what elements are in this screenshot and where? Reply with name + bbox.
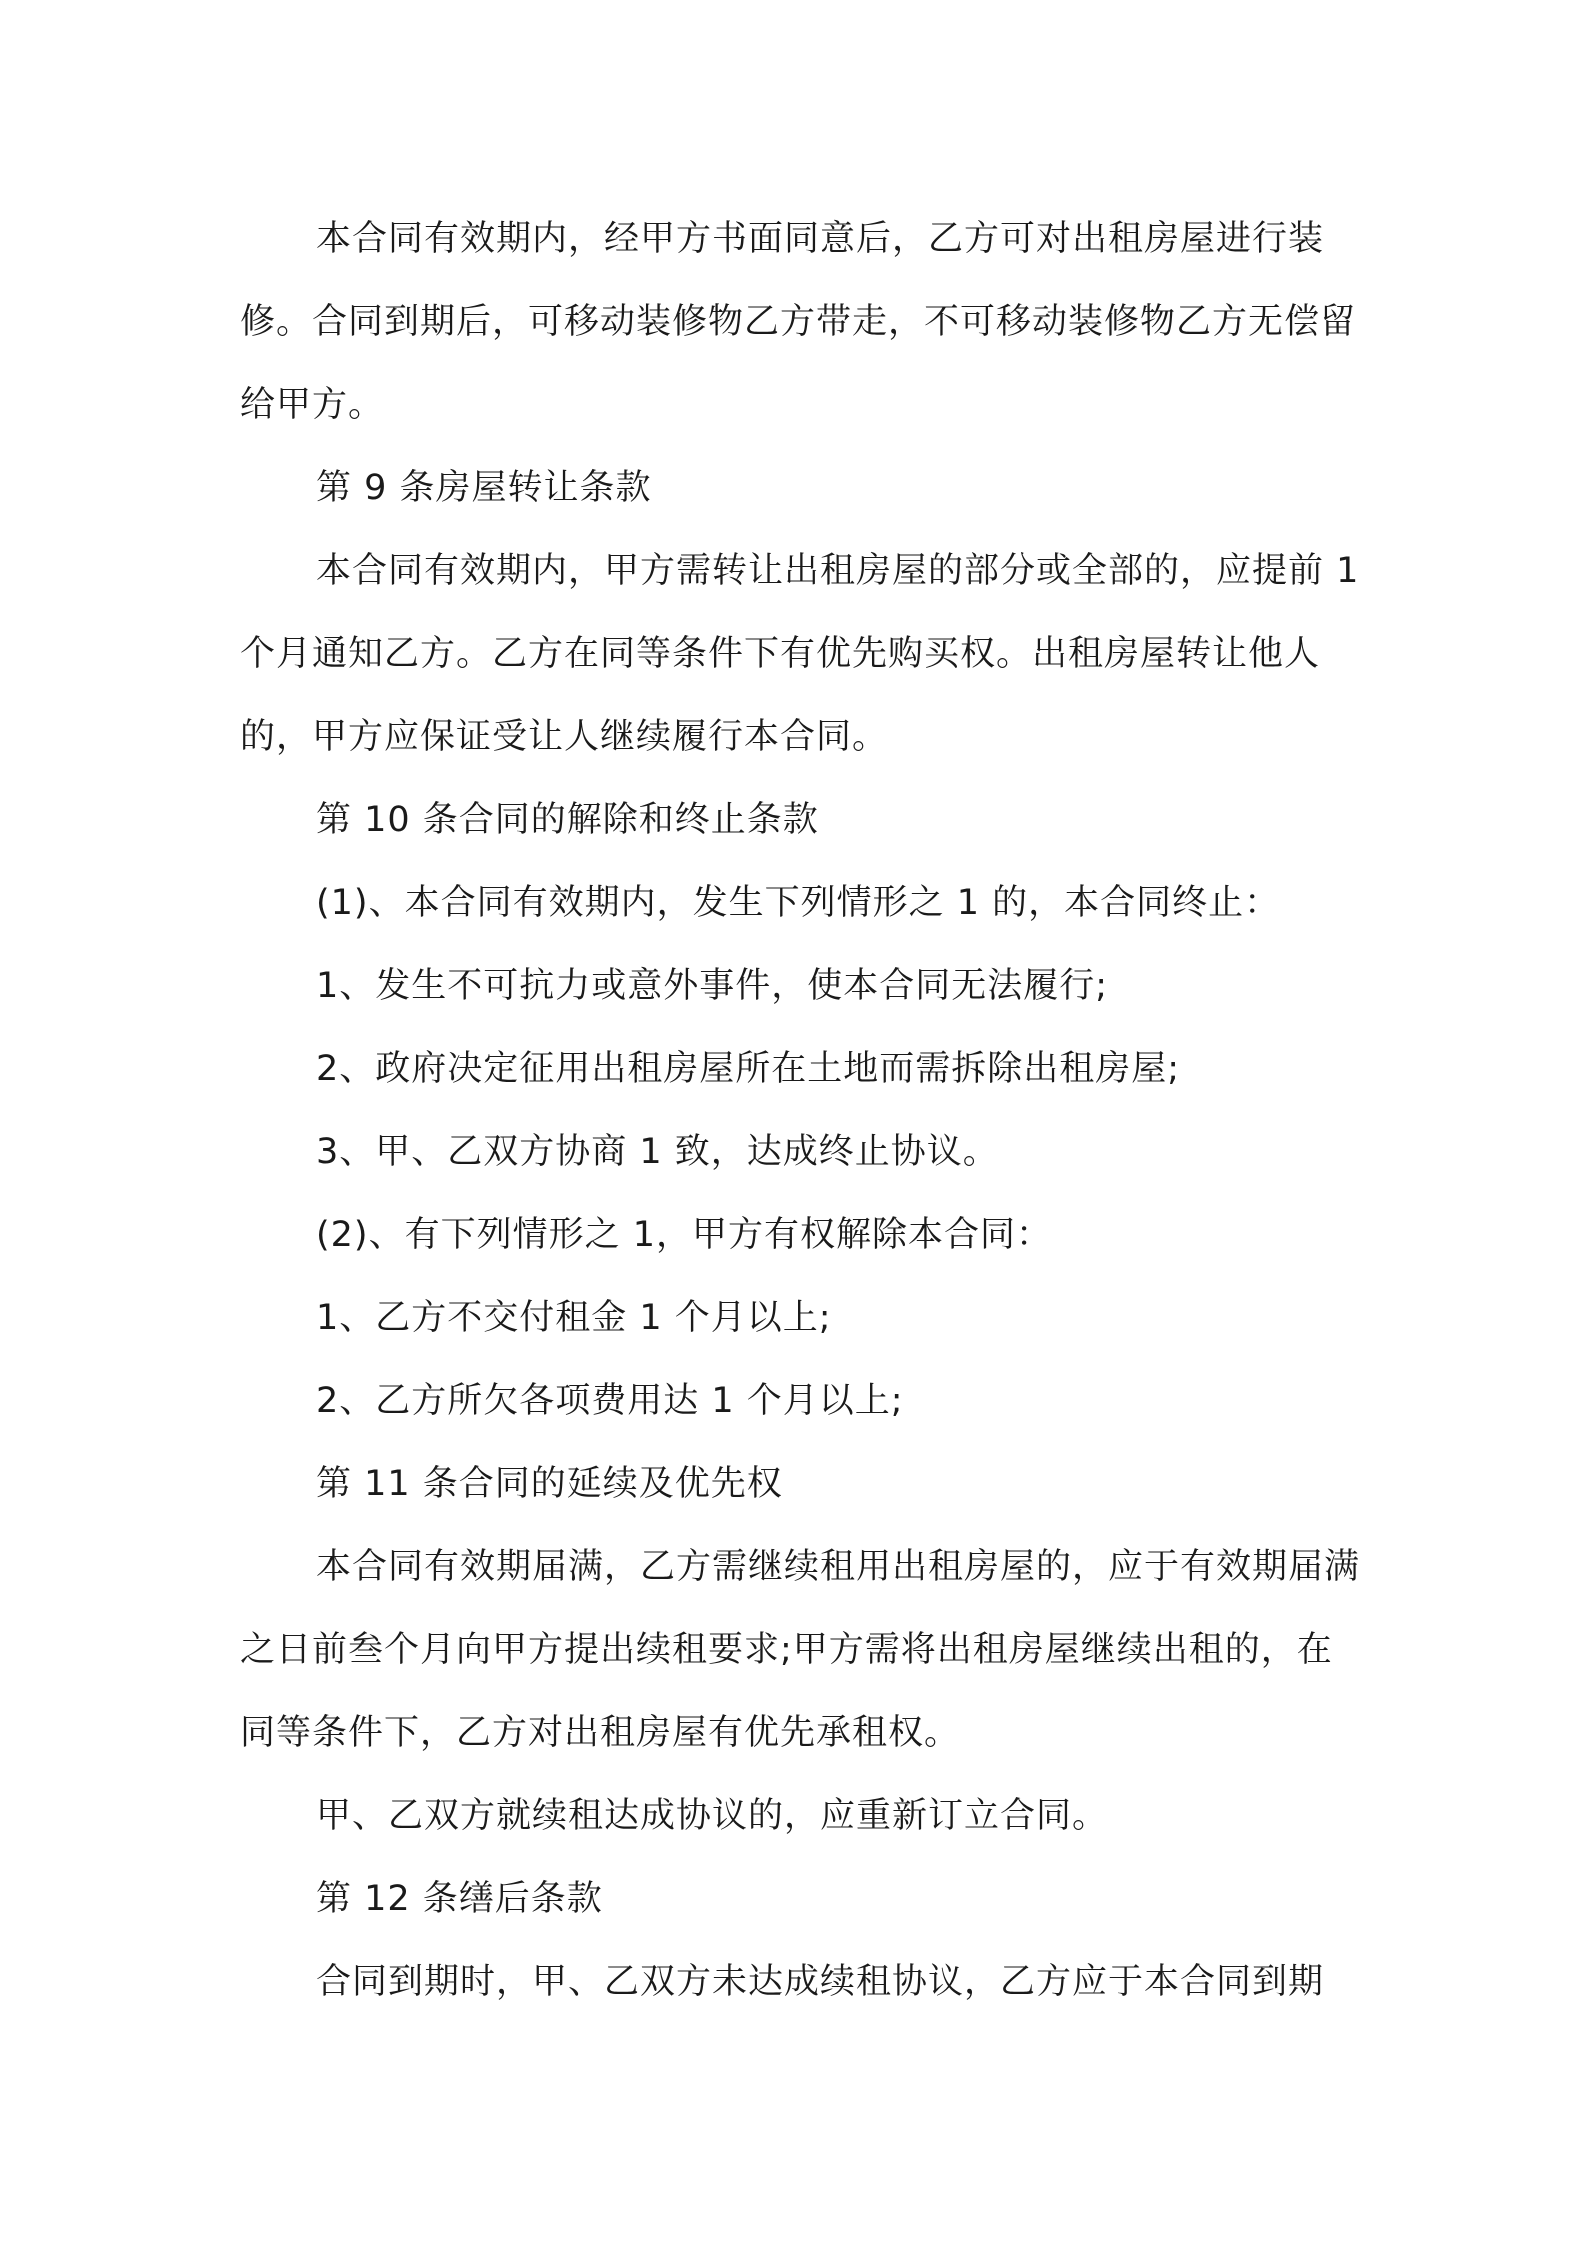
- paragraph-renewal: 本合同有效期届满，乙方需继续租用出租房屋的，应于有效期届满之日前叁个月向甲方提出续租要求;甲方需将出租房屋继续出租的，在同等条件下，乙方对出租房屋有优先承租权。: [240, 1547, 1361, 1753]
- paragraph-transfer: 本合同有效期内，甲方需转让出租房屋的部分或全部的，应提前 1 个月通知乙方。乙方在同等条件下有优先购买权。出租房屋转让他人的，甲方应保证受让人继续履行本合同。: [240, 551, 1360, 757]
- clause-termination-item-2: 2、政府决定征用出租房屋所在土地而需拆除出租房屋;: [316, 1049, 1181, 1089]
- paragraph-renewal-agreement: 甲、乙双方就续租达成协议的，应重新订立合同。: [316, 1796, 1109, 1836]
- paragraph-renovation: 本合同有效期内，经甲方书面同意后，乙方可对出租房屋进行装修。合同到期后，可移动装修物乙方带走，不可移动装修物乙方无偿留给甲方。: [240, 219, 1357, 425]
- clause-termination-item-1: 1、发生不可抗力或意外事件，使本合同无法履行;: [316, 966, 1109, 1006]
- clause-termination-item-3: 3、甲、乙双方协商 1 致，达成终止协议。: [316, 1132, 999, 1172]
- heading-article-9: 第 9 条房屋转让条款: [316, 468, 652, 508]
- clause-rescission-item-1: 1、乙方不交付租金 1 个月以上;: [316, 1298, 832, 1338]
- clause-rescission-item-2: 2、乙方所欠各项费用达 1 个月以上;: [316, 1381, 904, 1421]
- heading-article-12: 第 12 条缮后条款: [316, 1879, 603, 1919]
- document-body: [240, 198, 1360, 2024]
- paragraph-aftermath: 合同到期时，甲、乙双方未达成续租协议，乙方应于本合同到期: [316, 1962, 1325, 2002]
- clause-rescission-intro: (2)、有下列情形之 1，甲方有权解除本合同：: [316, 1215, 1052, 1255]
- heading-article-11: 第 11 条合同的延续及优先权: [316, 1464, 783, 1504]
- heading-article-10: 第 10 条合同的解除和终止条款: [316, 800, 819, 840]
- clause-termination-intro: (1)、本合同有效期内，发生下列情形之 1 的，本合同终止：: [316, 883, 1281, 923]
